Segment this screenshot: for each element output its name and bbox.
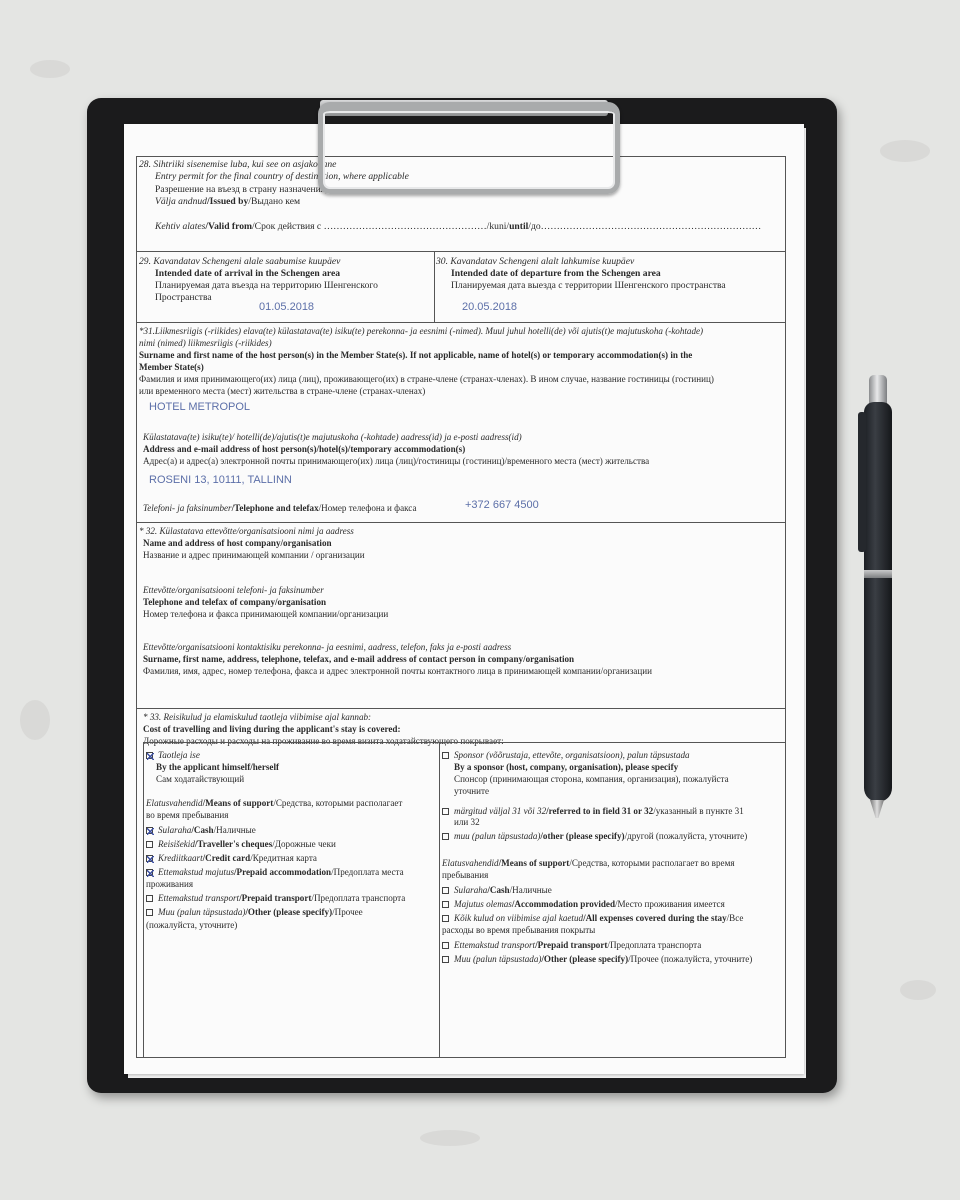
field-29-label-en: Intended date of arrival in the Schengen area: [155, 268, 341, 279]
issued-by-label: Välja andnud/Issued by/Выдано кем: [155, 196, 301, 207]
sponsor-cash-option: Sularaha/Cash/Наличные: [442, 884, 552, 896]
pen-clip: [858, 412, 866, 552]
field-29-30: [136, 252, 786, 323]
sponsor-label-ru-2: уточните: [454, 786, 490, 796]
checkbox-referred[interactable]: [442, 808, 449, 815]
checkbox-all-expenses[interactable]: [442, 915, 449, 922]
pen-tip: [870, 800, 884, 818]
field-31-label-ru-2: или временного места (мест) жительства в стране-члене (странах-членах): [139, 386, 426, 396]
field-31: [136, 323, 786, 523]
prepaid-accommodation-label-2: проживания: [146, 879, 194, 889]
sponsor-other-option: muu (palun täpsustada)/other (please specify)/другой (пожалуйста, уточните): [442, 830, 747, 842]
all-expenses-option: Kõik kulud on viibimise ajal kaetud/All expenses covered during the stay/Все: [442, 912, 743, 924]
address-label-ru: Адрес(а) и адрес(а) электронной почты принимающего(их) лица (лиц)/гостиницы (гостиниц)/временного места (мест) жительства: [143, 456, 650, 466]
applicant-option: Taotleja ise: [146, 749, 200, 761]
prepaid-accommodation-option: Ettemakstud majutus/Prepaid accommodation/Предоплата места: [146, 866, 404, 878]
credit-card-option: Krediitkaart/Credit card/Кредитная карта: [146, 852, 317, 864]
checkbox-accommodation-provided[interactable]: [442, 901, 449, 908]
sponsor-label-en: By a sponsor (host, company, organisation), please specify: [454, 762, 679, 772]
field-28-label-et: 28. Sihtriiki sisenemise luba, kui see on asjakohane: [139, 159, 337, 170]
prepaid-transport-option: Ettemakstud transport/Prepaid transport/Предоплата транспорта: [146, 892, 405, 904]
field-29-label-et: 29. Kavandatav Schengeni alale saabumise kuupäev: [139, 256, 341, 267]
field-33-label-et: * 33. Reisikulud ja elamiskulud taotleja viibimise ajal kannab:: [143, 712, 372, 722]
checkbox-sponsor[interactable]: [442, 752, 449, 759]
checkbox-cheques[interactable]: [146, 841, 153, 848]
contact-label-en: Surname, first name, address, telephone, telefax, and e-mail address of contact person in company/organisation: [143, 654, 575, 664]
checkbox-other[interactable]: [146, 909, 153, 916]
field-30-label-et: 30. Kavandatav Schengeni alalt lahkumise kuupäev: [436, 256, 635, 267]
telephone-label: Telefoni- ja faksinumber/Telephone and telefax/Номер телефона и факса: [143, 503, 417, 513]
referred-option: märgitud väljal 31 või 32/referred to in field 31 or 32/указанный в пункте 31: [442, 805, 744, 817]
field-31-label-et-2: nimi (nimed) liikmesriigis (-riikides): [139, 338, 272, 348]
contact-label-et: Ettevõtte/organisatsiooni kontaktisiku perekonna- ja eesnimi, aadress, telefon, faks ja e-posti aadress: [143, 642, 512, 652]
field-30-label-ru: Планируемая дата выезда с территории Шенгенского пространства: [451, 280, 726, 291]
valid-from-until-label: Kehtiv alates/Valid from/Срок действия с ……………………………………………/kuni/until/до……………………………………………………………: [155, 221, 762, 232]
checkbox-sponsor-other[interactable]: [442, 833, 449, 840]
field-32-label-ru: Название и адрес принимающей компании / организации: [143, 550, 365, 560]
clipboard-clip-icon[interactable]: [318, 102, 620, 194]
cash-option: Sularaha/Cash/Наличные: [146, 824, 256, 836]
field-30-label-en: Intended date of departure from the Schengen area: [451, 268, 661, 279]
means-of-support-label: Elatusvahendid/Means of support/Средства, которыми располагает: [146, 798, 403, 808]
field-29-label-ru: Планируемая дата въезда на территорию Шенгенского: [155, 280, 378, 291]
field-28-label-en: Entry permit for the final country of destination, where applicable: [155, 171, 409, 182]
field-33-label-ru: Дорожные расходы и расходы на проживание во время визита ходатайствующего покрывает:: [143, 736, 504, 746]
checkbox-sponsor-other-support[interactable]: [442, 956, 449, 963]
company-phone-label-en: Telephone and telefax of company/organisation: [143, 597, 327, 607]
host-hotel-value[interactable]: HOTEL METROPOL: [149, 401, 251, 413]
departure-date-value[interactable]: 20.05.2018: [462, 301, 518, 313]
pen-ring: [864, 570, 892, 578]
checkbox-sponsor-transport[interactable]: [442, 942, 449, 949]
checkbox-applicant[interactable]: [146, 752, 153, 759]
field-31-label-en: Surname and first name of the host person(s) in the Member State(s). If not applicable, name of hotel(s) or temporary accommodation(s) in the: [139, 350, 693, 360]
company-phone-label-et: Ettevõtte/organisatsiooni telefoni- ja faksinumber: [143, 585, 324, 595]
host-phone-value[interactable]: +372 667 4500: [465, 499, 539, 511]
field-31-label-et: *31.Liikmesriigis (-riikides) elava(te) külastatava(te) isiku(te) perekonna- ja eesnimi (-nimed). Muul juhul hotelli(de) või ajutis(t)e majutuskoha (-kohtade): [139, 326, 704, 336]
checkbox-credit-card[interactable]: [146, 855, 153, 862]
all-expenses-label-2: расходы во время пребывания покрыты: [442, 925, 596, 935]
accommodation-provided-option: Majutus olemas/Accommodation provided/Место проживания имеется: [442, 898, 725, 910]
field-29-label-ru-2: Пространства: [155, 292, 212, 303]
arrival-date-value[interactable]: 01.05.2018: [259, 301, 315, 313]
applicant-label-en: By the applicant himself/herself: [156, 762, 280, 772]
checkbox-prepaid-transport[interactable]: [146, 895, 153, 902]
field-33-label-en: Cost of travelling and living during the applicant's stay is covered:: [143, 724, 401, 734]
contact-label-ru: Фамилия, имя, адрес, номер телефона, факса и адрес электронной почты контактного лица в принимающей компании/организации: [143, 666, 652, 676]
field-32-label-et: * 32. Külastatava ettevõtte/organisatsiooni nimi ja aadress: [139, 526, 354, 536]
field-28-label-ru: Разрешение на въезд в страну назначения, если применимо: [155, 184, 398, 195]
sponsor-label-ru: Спонсор (принимающая сторона, компания, организация), пожалуйста: [454, 774, 729, 784]
company-phone-label-ru: Номер телефона и факса принимающей компании/организации: [143, 609, 389, 619]
field-32: [136, 523, 786, 709]
host-address-value[interactable]: ROSENI 13, 10111, TALLINN: [149, 474, 292, 486]
applicant-label-ru: Сам ходатайствующий: [156, 774, 245, 784]
field-31-label-en-2: Member State(s): [139, 362, 204, 372]
other-option: Muu (palun täpsustada)/Other (please specify)/Прочее: [146, 906, 363, 918]
sponsor-means-label: Elatusvahendid/Means of support/Средства, которыми располагает во время: [442, 858, 735, 868]
pen-icon[interactable]: [864, 402, 892, 802]
sponsor-other-support-option: Muu (palun täpsustada)/Other (please specify)/Прочее (пожалуйста, уточните): [442, 953, 752, 965]
sponsor-transport-option: Ettemakstud transport/Prepaid transport/Предоплата транспорта: [442, 939, 701, 951]
other-label-2: (пожалуйста, уточните): [146, 920, 238, 930]
checkbox-sponsor-cash[interactable]: [442, 887, 449, 894]
means-of-support-label-2: во время пребывания: [146, 810, 229, 820]
checkbox-prepaid-accommodation[interactable]: [146, 869, 153, 876]
sponsor-option: Sponsor (võõrustaja, ettevõte, organisatsioon), palun täpsustada: [442, 749, 690, 761]
sponsor-means-label-2: пребывания: [442, 870, 489, 880]
checkbox-cash[interactable]: [146, 827, 153, 834]
field-32-label-en: Name and address of host company/organisation: [143, 538, 332, 548]
address-label-et: Külastatava(te) isiku(te)/ hotelli(de)/ajutis(t)e majutuskoha (-kohtade) aadress(id) ja e-posti aadress(id): [143, 432, 522, 442]
cheques-option: Reisišekid/Traveller's cheques/Дорожные чеки: [146, 838, 336, 850]
address-label-en: Address and e-mail address of host person(s)/hotel(s)/temporary accommodation(s): [143, 444, 466, 454]
referred-label-2: или 32: [454, 817, 480, 827]
field-33: [136, 709, 786, 1058]
field-31-label-ru: Фамилия и имя принимающего(их) лица (лиц), проживающего(их) в стране-члене (странах-членах). В ином случае, название гостиницы (гостиниц): [139, 374, 714, 384]
